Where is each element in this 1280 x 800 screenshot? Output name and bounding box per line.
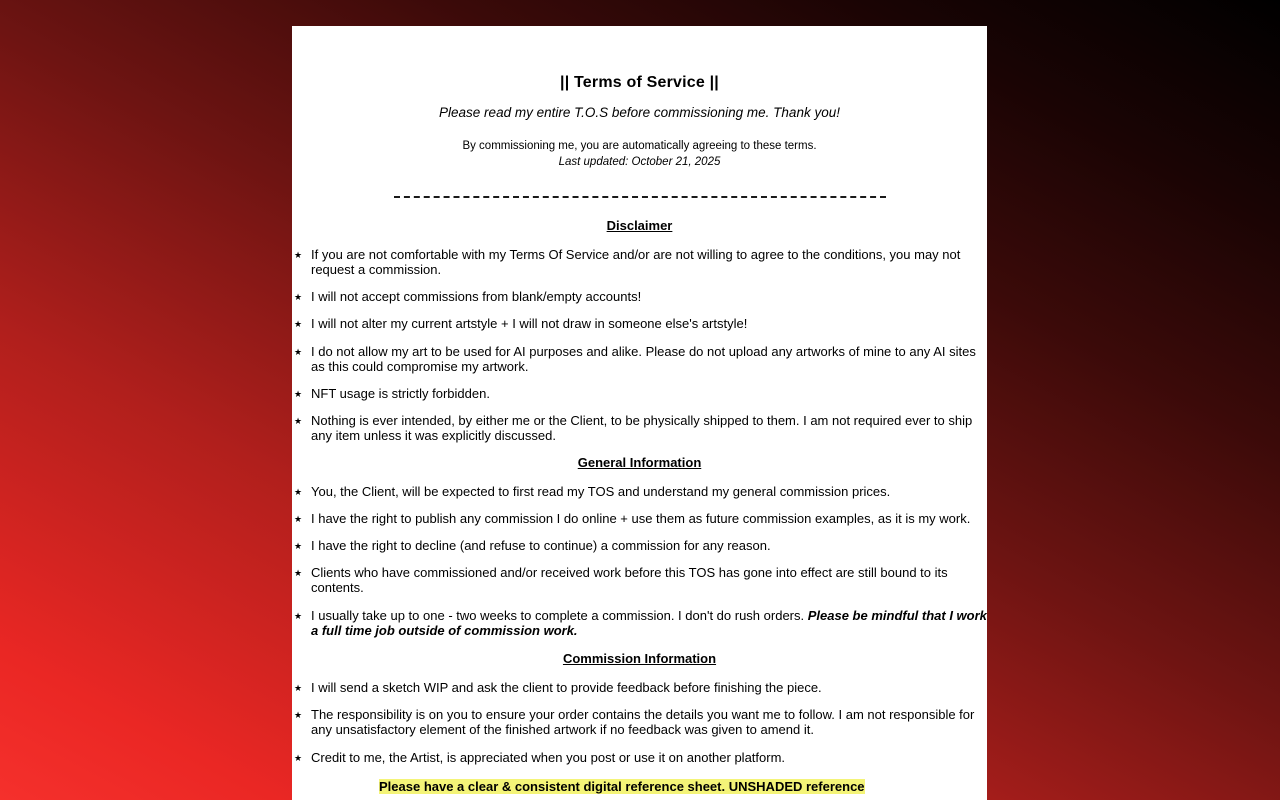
- section-heading-general-information: General Information: [577, 454, 702, 470]
- star-bullet-icon: ★: [293, 416, 303, 427]
- star-bullet-icon: ★: [293, 388, 303, 399]
- list-item-text: [311, 608, 987, 638]
- star-bullet-icon: ★: [293, 249, 303, 260]
- list-item: [292, 316, 987, 331]
- star-bullet-icon: ★: [293, 513, 303, 524]
- list-item-text: I have the right to publish any commission I do online + use them as future commission examples, as it is my work.: [311, 510, 971, 526]
- star-bullet-icon: ★: [293, 319, 303, 330]
- highlighted-notice: [379, 779, 897, 794]
- star-bullet-icon: ★: [293, 540, 303, 551]
- list-item-text: I have the right to decline (and refuse to continue) a commission for any reason.: [311, 537, 771, 553]
- star-bullet-icon: ★: [293, 486, 303, 497]
- document-subtitle: Please read my entire T.O.S before commissioning me. Thank you!: [439, 105, 840, 120]
- list-item: [292, 511, 987, 526]
- document-page: [292, 26, 987, 800]
- list-item: [292, 538, 987, 553]
- list-item: [292, 247, 987, 277]
- star-bullet-icon: ★: [293, 292, 303, 303]
- list-item-text: The responsibility is on you to ensure your order contains the details you want me to follow. I am not responsible for any unsatisfactory element of the finished artwork if no feedback was given to amend it.: [311, 707, 975, 738]
- commission-information-list: [292, 680, 987, 765]
- list-item: [292, 413, 987, 443]
- list-item-text: I will not accept commissions from blank/empty accounts!: [311, 289, 642, 305]
- list-item-text-plain: I usually take up to one - two weeks to complete a commission. I don't do rush orders.: [311, 607, 808, 623]
- list-item: [292, 344, 987, 374]
- list-item-text: I will send a sketch WIP and ask the client to provide feedback before finishing the piece.: [311, 679, 822, 695]
- list-item: [292, 750, 987, 765]
- list-item-text: If you are not comfortable with my Terms Of Service and/or are not willing to agree to the conditions, you may not request a commission.: [311, 246, 961, 277]
- section-heading-disclaimer: Disclaimer: [606, 217, 673, 233]
- list-item-text: Clients who have commissioned and/or received work before this TOS has gone into effect are still bound to its contents.: [311, 565, 948, 596]
- last-updated-text: Last updated: October 21, 2025: [558, 155, 721, 168]
- list-item: [292, 680, 987, 695]
- document-body: [292, 26, 987, 794]
- general-information-list: [292, 484, 987, 638]
- list-item: [292, 707, 987, 737]
- list-item-text: Nothing is ever intended, by either me or the Client, to be physically shipped to them. I am not required ever to ship any item unless it was explicitly discussed.: [311, 413, 973, 444]
- agreement-note: By commissioning me, you are automatically agreeing to these terms.: [462, 140, 817, 152]
- list-item-with-emphasis: [292, 608, 987, 638]
- list-item-text: Credit to me, the Artist, is appreciated when you post or use it on another platform.: [311, 749, 786, 765]
- page-title: || Terms of Service ||: [560, 74, 719, 91]
- list-item-text: You, the Client, will be expected to first read my TOS and understand my general commission prices.: [311, 483, 891, 499]
- star-bullet-icon: ★: [293, 682, 303, 693]
- list-item: [292, 484, 987, 499]
- list-item-text: I do not allow my art to be used for AI purposes and alike. Please do not upload any artworks of mine to any AI sites as this could compromise my artwork.: [311, 343, 976, 374]
- star-bullet-icon: ★: [293, 346, 303, 357]
- list-item-text: I will not alter my current artstyle + I will not draw in someone else's artstyle!: [311, 316, 748, 332]
- highlighted-notice-text: Please have a clear & consistent digital reference sheet. UNSHADED reference: [379, 778, 865, 794]
- list-item-text-emphasis: Please be mindful that I work a full time job outside of commission work.: [311, 607, 987, 638]
- disclaimer-list: [292, 247, 987, 444]
- list-item: [292, 289, 987, 304]
- star-bullet-icon: ★: [293, 710, 303, 721]
- list-item: [292, 565, 987, 595]
- star-bullet-icon: ★: [293, 610, 303, 621]
- list-item: [292, 386, 987, 401]
- star-bullet-icon: ★: [293, 752, 303, 763]
- star-bullet-icon: ★: [293, 568, 303, 579]
- section-heading-commission-information: Commission Information: [562, 650, 717, 666]
- list-item-text: NFT usage is strictly forbidden.: [311, 385, 490, 401]
